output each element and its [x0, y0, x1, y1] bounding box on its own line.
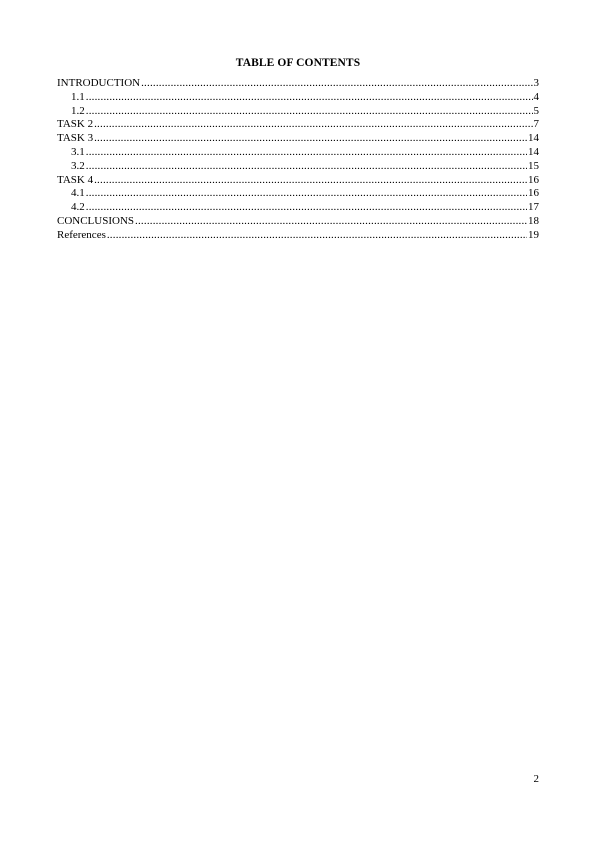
dot-leader: [86, 187, 527, 201]
toc-entry-introduction[interactable]: [57, 77, 539, 91]
toc-entry-conclusions[interactable]: [57, 215, 539, 229]
toc-entry-task-4[interactable]: [57, 174, 539, 188]
toc-entry-page: 17: [528, 201, 539, 214]
toc-entry-1-2[interactable]: [57, 105, 539, 119]
toc-entry-page: 4: [533, 90, 539, 103]
toc-entry-task-2[interactable]: [57, 118, 539, 132]
toc-title: TABLE OF CONTENTS: [235, 57, 361, 69]
dot-leader: [94, 132, 527, 146]
toc-entry-label: TASK 3: [57, 132, 94, 145]
toc-entry-page: 14: [528, 145, 539, 158]
toc-entry-label: 3.2: [71, 159, 85, 172]
toc-entry-page: 3: [533, 77, 539, 89]
dot-leader: [135, 215, 527, 229]
toc-entry-page: 18: [528, 214, 539, 227]
toc-entry-page: 15: [528, 159, 539, 172]
dot-leader: [94, 174, 527, 188]
toc-entry-label: INTRODUCTION: [57, 77, 141, 89]
toc-entry-page: 16: [528, 187, 539, 200]
dot-leader: [86, 160, 527, 174]
toc-entry-label: 4.2: [71, 201, 85, 214]
toc-entry-label: 1.2: [71, 104, 85, 117]
toc-entry-label: 1.1: [71, 90, 85, 103]
table-of-contents: [57, 77, 539, 243]
toc-entry-label: References: [57, 228, 106, 241]
toc-entry-label: CONCLUSIONS: [57, 214, 135, 227]
toc-entry-page: 16: [528, 173, 539, 186]
dot-leader: [94, 118, 532, 132]
toc-entry-label: TASK 4: [57, 173, 94, 186]
toc-entry-3-2[interactable]: [57, 160, 539, 174]
dot-leader: [86, 105, 533, 119]
toc-entry-3-1[interactable]: [57, 146, 539, 160]
toc-entry-label: TASK 2: [57, 118, 94, 131]
page-number: 2: [533, 773, 539, 785]
dot-leader: [107, 229, 527, 243]
dot-leader: [86, 91, 533, 105]
dot-leader: [86, 201, 527, 215]
toc-entry-page: 14: [528, 132, 539, 145]
toc-entry-page: 5: [533, 104, 539, 117]
toc-entry-4-1[interactable]: [57, 187, 539, 201]
toc-entry-4-2[interactable]: [57, 201, 539, 215]
toc-entry-page: 7: [533, 118, 539, 131]
toc-entry-1-1[interactable]: [57, 91, 539, 105]
toc-entry-label: 3.1: [71, 145, 85, 158]
toc-entry-task-3[interactable]: [57, 132, 539, 146]
toc-entry-label: 4.1: [71, 187, 85, 200]
toc-entry-references[interactable]: [57, 229, 539, 243]
dot-leader: [86, 146, 527, 160]
dot-leader: [141, 77, 532, 91]
toc-entry-page: 19: [528, 228, 539, 241]
